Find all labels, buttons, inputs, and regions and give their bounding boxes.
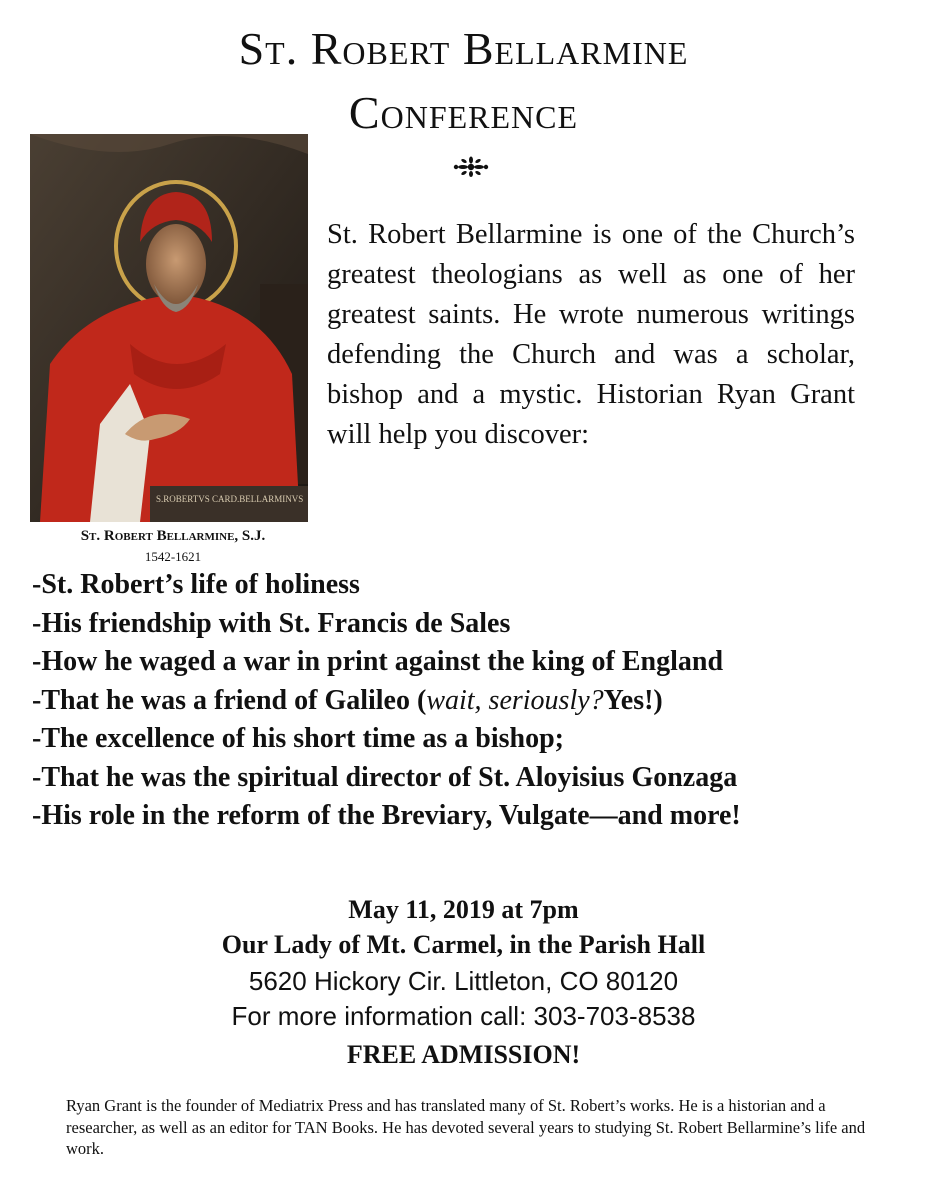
event-address: 5620 Hickory Cir. Littleton, CO 80120 <box>248 966 679 996</box>
speaker-bio: Ryan Grant is the founder of Mediatrix Press and has translated many of St. Robert’s works. He is a historian and a researcher, as well as an editor for TAN Books. He has devoted several years to studying St. Robert Bellarmine’s life and work. <box>66 1096 866 1158</box>
portrait-painting-icon <box>30 134 308 522</box>
event-phone-info: For more information call: 303-703-8538 <box>231 1001 696 1031</box>
list-item: -How he waged a war in print against the king of England <box>32 646 724 677</box>
saint-portrait-image <box>30 134 308 522</box>
portrait-caption-name: St. Robert Bellarmine, S.J. <box>80 528 266 544</box>
list-item: -His role in the reform of the Breviary, Vulgate—and more! <box>32 800 741 831</box>
list-item: -His friendship with St. Francis de Sales <box>32 607 511 639</box>
list-item <box>32 682 912 721</box>
portrait-caption-years: 1542-1621 <box>144 549 202 564</box>
list-item: -The excellence of his short time as a bishop; <box>32 723 564 754</box>
title-line-2: Conference <box>348 87 579 138</box>
admission-notice: FREE ADMISSION! <box>346 1040 581 1069</box>
event-date: May 11, 2019 at 7pm <box>348 895 579 924</box>
list-item: -St. Robert’s life of holiness <box>32 569 360 600</box>
topic-text: Yes!) <box>603 684 663 716</box>
topic-list <box>32 566 912 836</box>
topic-aside: wait, seriously? <box>426 684 604 716</box>
event-venue: Our Lady of Mt. Carmel, in the Parish Hall <box>221 930 706 959</box>
list-item: -That he was the spiritual director of St. Aloyisius Gonzaga <box>32 761 738 793</box>
topic-text: -That he was a friend of Galileo ( <box>32 684 427 716</box>
fleuron-ornament-icon <box>452 156 490 178</box>
intro-paragraph: St. Robert Bellarmine is one of the Church’s greatest theologians as well as one of her greatest saints. He wrote numerous writings defending the Church and was a scholar, bishop and a mystic. Historian Ryan Grant will help you discover: <box>327 219 855 450</box>
portrait-inscription: S.ROBERTVS CARD.BELLARMINVS <box>156 494 304 504</box>
title-line-1: St. Robert Bellarmine <box>238 23 689 74</box>
